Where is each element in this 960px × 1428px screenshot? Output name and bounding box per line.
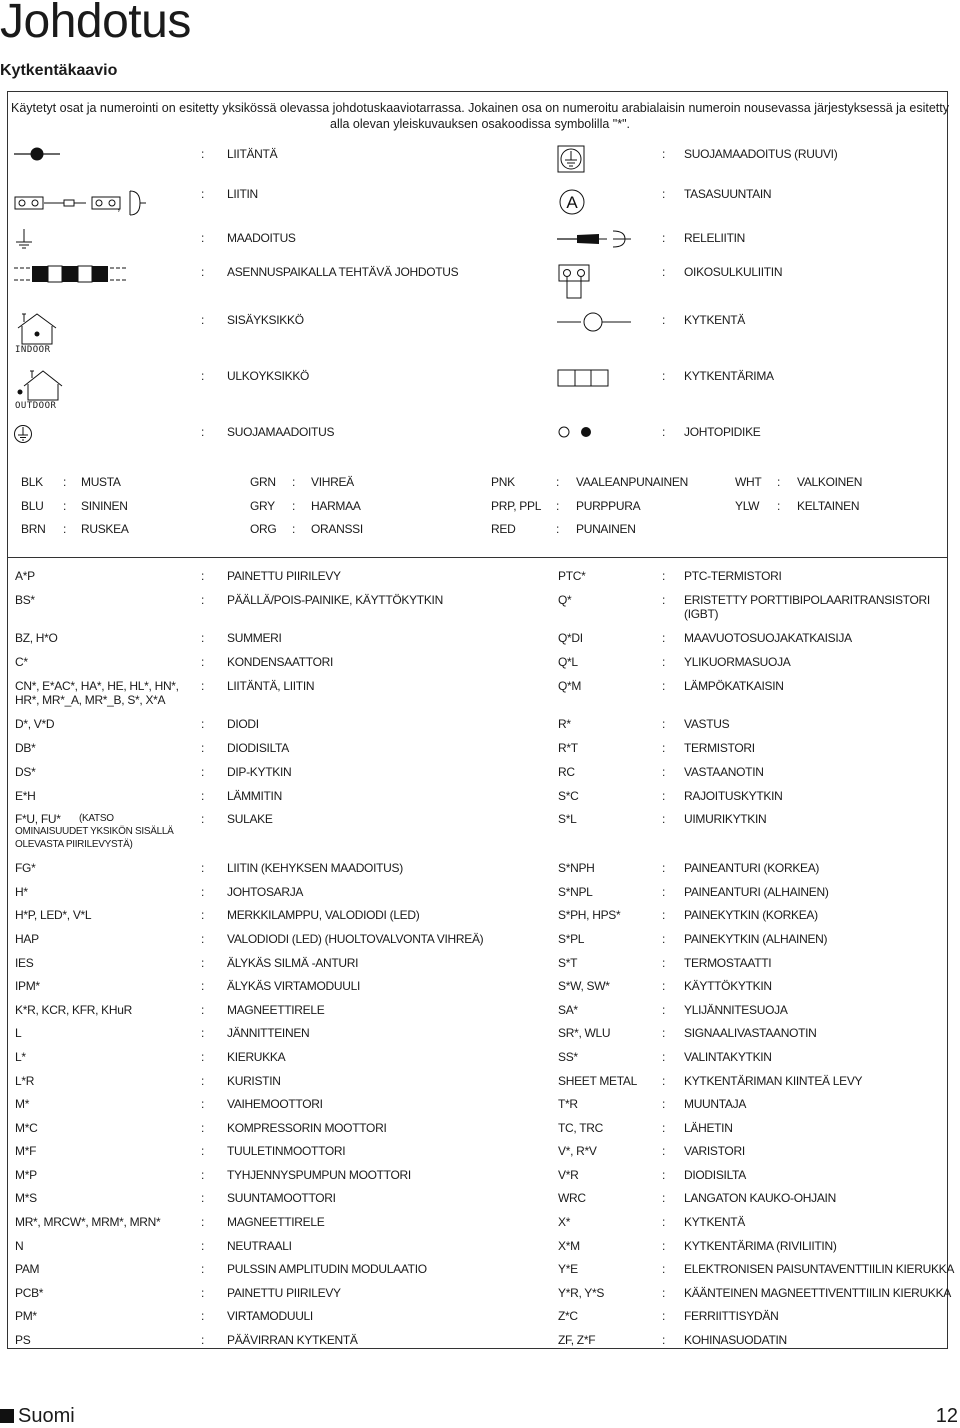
part-code: MR*, MRCW*, MRM*, MRN* — [15, 1215, 161, 1229]
part-desc: MUUNTAJA — [684, 1097, 747, 1111]
part-desc: SIGNAALIVASTAANOTIN — [684, 1026, 817, 1040]
sep: : — [201, 655, 205, 669]
part-code: PTC* — [558, 569, 586, 583]
part-code: CN*, E*AC*, HA*, HE, HL*, HN*, HR*, MR*_A, MR*_B, S*, X*A — [15, 679, 179, 707]
protective-earth-screw-icon — [557, 145, 587, 175]
sep: : — [201, 425, 205, 439]
sep: : — [662, 979, 666, 993]
sep: : — [201, 812, 205, 826]
part-desc: KÄÄNTEINEN MAGNEETTIVENTTIILIN KIERUKKA — [684, 1286, 952, 1300]
part-code: M*P — [15, 1168, 37, 1182]
sep: : — [201, 187, 205, 201]
language-label: Suomi — [18, 1405, 75, 1427]
part-code: M*F — [15, 1144, 37, 1158]
part-code: BS* — [15, 593, 35, 607]
sep: : — [201, 932, 205, 946]
sep: : — [201, 741, 205, 755]
part-code: PS — [15, 1333, 31, 1347]
part-desc: LÄHETIN — [684, 1121, 733, 1135]
part-desc: VALINTAKYTKIN — [684, 1050, 772, 1064]
sep: : — [556, 522, 560, 536]
square-icon — [0, 1409, 14, 1423]
rectifier-icon — [558, 188, 586, 216]
part-code: S*L — [558, 812, 577, 826]
short-circuit-connector-icon — [558, 264, 592, 302]
part-code: RC — [558, 765, 575, 779]
switch-connection-icon — [557, 312, 631, 332]
part-desc: PÄÄVIRRAN KYTKENTÄ — [227, 1333, 358, 1347]
sep: : — [201, 1050, 205, 1064]
part-code: N — [15, 1239, 24, 1253]
part-code: E*H — [15, 789, 36, 803]
sep: : — [201, 789, 205, 803]
sep: : — [662, 1262, 666, 1276]
part-desc: TUULETINMOOTTORI — [227, 1144, 346, 1158]
part-desc: ERISTETTY PORTTIBIPOLAARITRANSISTORI (IGBT) — [684, 593, 930, 621]
part-desc: JÄNNITTEINEN — [227, 1026, 310, 1040]
part-code: S*PL — [558, 932, 585, 946]
part-desc: VASTAANOTIN — [684, 765, 764, 779]
sep: : — [662, 885, 666, 899]
part-desc: PAINEKYTKIN (KORKEA) — [684, 908, 818, 922]
sep: : — [201, 885, 205, 899]
sep: : — [777, 499, 781, 513]
sep: : — [662, 932, 666, 946]
sep: : — [662, 313, 666, 327]
symbol-desc-right: JOHTOPIDIKE — [684, 425, 761, 439]
sep: : — [201, 1333, 205, 1347]
part-desc: LIITÄNTÄ, LIITIN — [227, 679, 315, 693]
part-code: V*, R*V — [558, 1144, 597, 1158]
sep: : — [201, 1003, 205, 1017]
sep: : — [662, 1097, 666, 1111]
part-desc: PÄÄLLÄ/POIS-PAINIKE, KÄYTTÖKYTKIN — [227, 593, 443, 607]
page-title: Johdotus — [0, 0, 191, 48]
sep: : — [662, 789, 666, 803]
part-code: R*T — [558, 741, 578, 755]
sep: : — [201, 369, 205, 383]
sep: : — [662, 1144, 666, 1158]
sep: : — [201, 1191, 205, 1205]
indoor-unit-icon — [14, 312, 60, 346]
rectifier-letter: A — [566, 193, 578, 212]
part-desc: SULAKE — [227, 812, 273, 826]
sep: : — [662, 1026, 666, 1040]
color-name: HARMAA — [311, 499, 361, 513]
color-name: ORANSSI — [311, 522, 363, 536]
color-code: GRY — [250, 499, 275, 513]
part-desc: PULSSIN AMPLITUDIN MODULAATIO — [227, 1262, 427, 1276]
color-code: PNK — [491, 475, 515, 489]
part-code: R* — [558, 717, 571, 731]
part-code: H*P, LED*, V*L — [15, 908, 92, 922]
sep: : — [662, 1286, 666, 1300]
color-code: ORG — [250, 522, 277, 536]
sep: : — [201, 1262, 205, 1276]
sep: : — [662, 425, 666, 439]
part-code: L*R — [15, 1074, 35, 1088]
part-desc: DIODI — [227, 717, 259, 731]
divider — [7, 557, 948, 558]
part-desc: DIP-KYTKIN — [227, 765, 292, 779]
part-code: Y*E — [558, 1262, 578, 1276]
sep: : — [201, 1074, 205, 1088]
legend-frame — [7, 91, 948, 1349]
part-code: Q*DI — [558, 631, 583, 645]
part-code: S*C — [558, 789, 579, 803]
color-name: KELTAINEN — [797, 499, 860, 513]
part-desc: SUUNTAMOOTTORI — [227, 1191, 336, 1205]
part-desc: TYHJENNYSPUMPUN MOOTTORI — [227, 1168, 411, 1182]
sep: : — [201, 979, 205, 993]
symbol-desc-right: RELELIITIN — [684, 231, 746, 245]
sep: : — [662, 1074, 666, 1088]
part-desc: KYTKENTÄRIMAN KIINTEÄ LEVY — [684, 1074, 863, 1088]
part-desc: YLIKUORMASUOJA — [684, 655, 791, 669]
outdoor-label: OUTDOOR — [15, 401, 57, 411]
sep: : — [662, 1309, 666, 1323]
part-desc: VALODIODI (LED) (HUOLTOVALVONTA VIHREÄ) — [227, 932, 484, 946]
color-name: PURPPURA — [576, 499, 641, 513]
part-desc: YLIJÄNNITESUOJA — [684, 1003, 788, 1017]
color-code: YLW — [735, 499, 760, 513]
part-code: M* — [15, 1097, 30, 1111]
part-desc: UIMURIKYTKIN — [684, 812, 767, 826]
field-wiring-icon — [14, 264, 128, 284]
sep: : — [63, 522, 67, 536]
part-code: M*S — [15, 1191, 37, 1205]
part-code: X* — [558, 1215, 571, 1229]
sep: : — [662, 741, 666, 755]
part-desc: NEUTRAALI — [227, 1239, 292, 1253]
footer-language — [0, 1404, 75, 1428]
sep: : — [201, 1097, 205, 1111]
sep: : — [662, 147, 666, 161]
sep: : — [201, 679, 205, 693]
sep: : — [662, 765, 666, 779]
sep: : — [201, 1215, 205, 1229]
sep: : — [201, 1309, 205, 1323]
part-desc: KOMPRESSORIN MOOTTORI — [227, 1121, 387, 1135]
color-code: BLK — [21, 475, 43, 489]
part-code: PM* — [15, 1309, 37, 1323]
color-code: PRP, PPL — [491, 499, 542, 513]
part-desc: KIERUKKA — [227, 1050, 286, 1064]
part-code: M*C — [15, 1121, 38, 1135]
connector-comma: , — [117, 198, 121, 213]
sep: : — [662, 265, 666, 279]
protective-earth-icon — [13, 424, 33, 444]
sep: : — [662, 655, 666, 669]
part-code: S*NPH — [558, 861, 595, 875]
sep: : — [556, 475, 560, 489]
color-code: BLU — [21, 499, 44, 513]
symbol-desc-right: KYTKENTÄRIMA — [684, 369, 774, 383]
part-code: S*PH, HPS* — [558, 908, 621, 922]
part-code: Q*L — [558, 655, 578, 669]
sep: : — [201, 231, 205, 245]
part-code: K*R, KCR, KFR, KHuR — [15, 1003, 132, 1017]
part-desc: KOHINASUODATIN — [684, 1333, 787, 1347]
sep: : — [777, 475, 781, 489]
intro-text: Käytetyt osat ja numerointi on esitetty yksikössä olevassa johdotuskaaviotarrassa. Jokainen osa on numeroitu arabialaisin numeroin nousevassa järjestyksessä ja esitetty alla olevan yleiskuvauksen osakoodissa symbolilla "*". — [11, 101, 949, 131]
part-code: SR*, WLU — [558, 1026, 611, 1040]
sep: : — [201, 631, 205, 645]
part-code: A*P — [15, 569, 35, 583]
part-desc: MAGNEETTIRELE — [227, 1003, 325, 1017]
part-code: F*U, FU* — [15, 812, 61, 826]
color-name: MUSTA — [81, 475, 121, 489]
symbol-desc-right: TASASUUNTAIN — [684, 187, 772, 201]
part-desc: DIODISILTA — [684, 1168, 746, 1182]
part-code: Q*M — [558, 679, 582, 693]
sep: : — [662, 1239, 666, 1253]
sep: : — [201, 1026, 205, 1040]
part-code: L* — [15, 1050, 26, 1064]
sep: : — [292, 499, 296, 513]
sep: : — [662, 679, 666, 693]
color-name: VIHREÄ — [311, 475, 354, 489]
part-desc: MERKKILAMPPU, VALODIODI (LED) — [227, 908, 420, 922]
part-desc: LIITIN (KEHYKSEN MAADOITUS) — [227, 861, 403, 875]
sep: : — [662, 908, 666, 922]
part-code: DS* — [15, 765, 36, 779]
sep: : — [662, 812, 666, 826]
sep: : — [201, 569, 205, 583]
part-code: Q* — [558, 593, 572, 607]
symbol-desc-left: LIITIN — [227, 187, 258, 201]
part-code: L — [15, 1026, 22, 1040]
sep: : — [662, 1333, 666, 1347]
sep: : — [662, 1191, 666, 1205]
sep: : — [662, 593, 666, 607]
part-desc: KURISTIN — [227, 1074, 281, 1088]
part-code: PAM — [15, 1262, 40, 1276]
part-code: S*NPL — [558, 885, 593, 899]
sep: : — [662, 1121, 666, 1135]
sep: : — [292, 475, 296, 489]
sep: : — [662, 631, 666, 645]
part-desc: LÄMPÖKATKAISIN — [684, 679, 784, 693]
part-desc: PAINEANTURI (ALHAINEN) — [684, 885, 829, 899]
part-desc: ÄLYKÄS VIRTAMODUULI — [227, 979, 361, 993]
symbol-desc-left: MAADOITUS — [227, 231, 296, 245]
part-code: SHEET METAL — [558, 1074, 637, 1088]
part-code: V*R — [558, 1168, 579, 1182]
part-code: PCB* — [15, 1286, 44, 1300]
part-desc: VIRTAMODUULI — [227, 1309, 313, 1323]
sep: : — [201, 765, 205, 779]
sep: : — [201, 265, 205, 279]
part-desc: PTC-TERMISTORI — [684, 569, 782, 583]
part-code: C* — [15, 655, 28, 669]
part-desc: KYTKENTÄRIMA (RIVILIITIN) — [684, 1239, 837, 1253]
color-code: WHT — [735, 475, 762, 489]
relay-connector-icon — [557, 229, 631, 249]
part-code: Z*C — [558, 1309, 578, 1323]
sep: : — [662, 569, 666, 583]
sep: : — [201, 1168, 205, 1182]
part-desc: KÄYTTÖKYTKIN — [684, 979, 772, 993]
symbol-desc-right: OIKOSULKULIITIN — [684, 265, 783, 279]
symbol-desc-left: LIITÄNTÄ — [227, 147, 278, 161]
part-code: FG* — [15, 861, 36, 875]
part-code: IES — [15, 956, 34, 970]
symbol-desc-left: ULKOYKSIKKÖ — [227, 369, 310, 383]
symbol-desc-right: SUOJAMAADOITUS (RUUVI) — [684, 147, 838, 161]
sep: : — [201, 1144, 205, 1158]
part-code: HAP — [15, 932, 39, 946]
part-desc: RAJOITUSKYTKIN — [684, 789, 783, 803]
part-desc: KONDENSAATTORI — [227, 655, 334, 669]
part-code-note: (KATSO OMINAISUUDET YKSIKÖN SISÄLLÄ OLEVASTA PIIRILEVYSTÄ) — [15, 813, 174, 850]
part-desc: LANGATON KAUKO-OHJAIN — [684, 1191, 836, 1205]
symbol-desc-right: KYTKENTÄ — [684, 313, 745, 327]
sep: : — [201, 147, 205, 161]
color-name: VAALEANPUNAINEN — [576, 475, 688, 489]
part-desc: VAIHEMOOTTORI — [227, 1097, 323, 1111]
sep: : — [662, 1168, 666, 1182]
sep: : — [201, 956, 205, 970]
part-desc: PAINEKYTKIN (ALHAINEN) — [684, 932, 828, 946]
symbol-desc-left: SUOJAMAADOITUS — [227, 425, 335, 439]
part-code: S*W, SW* — [558, 979, 610, 993]
page-number: 12 — [935, 1405, 958, 1427]
part-desc: TERMISTORI — [684, 741, 755, 755]
sep: : — [201, 908, 205, 922]
part-desc: PAINEANTURI (KORKEA) — [684, 861, 820, 875]
part-desc: MAGNEETTIRELE — [227, 1215, 325, 1229]
sep: : — [662, 1215, 666, 1229]
color-name: PUNAINEN — [576, 522, 636, 536]
sep: : — [662, 717, 666, 731]
wire-clamp-icon — [557, 424, 593, 440]
part-code: BZ, H*O — [15, 631, 58, 645]
indoor-label: INDOOR — [15, 345, 51, 355]
part-desc: TERMOSTAATTI — [684, 956, 772, 970]
sep: : — [201, 593, 205, 607]
part-desc: VARISTORI — [684, 1144, 745, 1158]
sep: : — [201, 1121, 205, 1135]
symbol-desc-left: ASENNUSPAIKALLA TEHTÄVÄ JOHDOTUS — [227, 265, 459, 279]
part-desc: JOHTOSARJA — [227, 885, 304, 899]
sep: : — [201, 1286, 205, 1300]
part-code: H* — [15, 885, 28, 899]
sep: : — [292, 522, 296, 536]
sep: : — [662, 231, 666, 245]
part-code: IPM* — [15, 979, 40, 993]
sep: : — [662, 369, 666, 383]
sep: : — [201, 1239, 205, 1253]
connector-icon — [14, 188, 146, 218]
part-desc: MAAVUOTOSUOJAKATKAISIJA — [684, 631, 852, 645]
sep: : — [201, 861, 205, 875]
sep: : — [662, 956, 666, 970]
page-subtitle: Kytkentäkaavio — [0, 62, 118, 79]
sep: : — [63, 475, 67, 489]
color-code: RED — [491, 522, 516, 536]
part-desc: ÄLYKÄS SILMÄ -ANTURI — [227, 956, 359, 970]
part-desc: FERRIITTISYDÄN — [684, 1309, 779, 1323]
part-code: ZF, Z*F — [558, 1333, 596, 1347]
color-name: SININEN — [81, 499, 128, 513]
part-code: D*, V*D — [15, 717, 55, 731]
outdoor-unit-icon — [14, 368, 64, 402]
part-code: WRC — [558, 1191, 586, 1205]
part-code: Y*R, Y*S — [558, 1286, 605, 1300]
sep: : — [63, 499, 67, 513]
sep: : — [662, 187, 666, 201]
part-code: T*R — [558, 1097, 578, 1111]
sep: : — [201, 313, 205, 327]
sep: : — [201, 717, 205, 731]
terminal-strip-icon — [557, 368, 611, 388]
color-name: RUSKEA — [81, 522, 129, 536]
sep: : — [556, 499, 560, 513]
part-code: TC, TRC — [558, 1121, 604, 1135]
part-code: SS* — [558, 1050, 578, 1064]
part-code: DB* — [15, 741, 36, 755]
part-code: SA* — [558, 1003, 578, 1017]
sep: : — [662, 1050, 666, 1064]
part-desc: ELEKTRONISEN PAISUNTAVENTTIILIN KIERUKKA — [684, 1262, 955, 1276]
part-desc: VASTUS — [684, 717, 730, 731]
color-code: GRN — [250, 475, 276, 489]
ground-icon — [14, 229, 34, 251]
color-name: VALKOINEN — [797, 475, 863, 489]
symbol-desc-left: SISÄYKSIKKÖ — [227, 313, 304, 327]
part-desc: LÄMMITIN — [227, 789, 282, 803]
part-code: S*T — [558, 956, 578, 970]
part-desc: DIODISILTA — [227, 741, 289, 755]
sep: : — [662, 861, 666, 875]
color-code: BRN — [21, 522, 46, 536]
sep: : — [662, 1003, 666, 1017]
part-desc: PAINETTU PIIRILEVY — [227, 1286, 341, 1300]
part-desc: SUMMERI — [227, 631, 282, 645]
part-desc: PAINETTU PIIRILEVY — [227, 569, 341, 583]
connection-icon — [14, 145, 60, 165]
part-code: X*M — [558, 1239, 580, 1253]
part-desc: KYTKENTÄ — [684, 1215, 745, 1229]
